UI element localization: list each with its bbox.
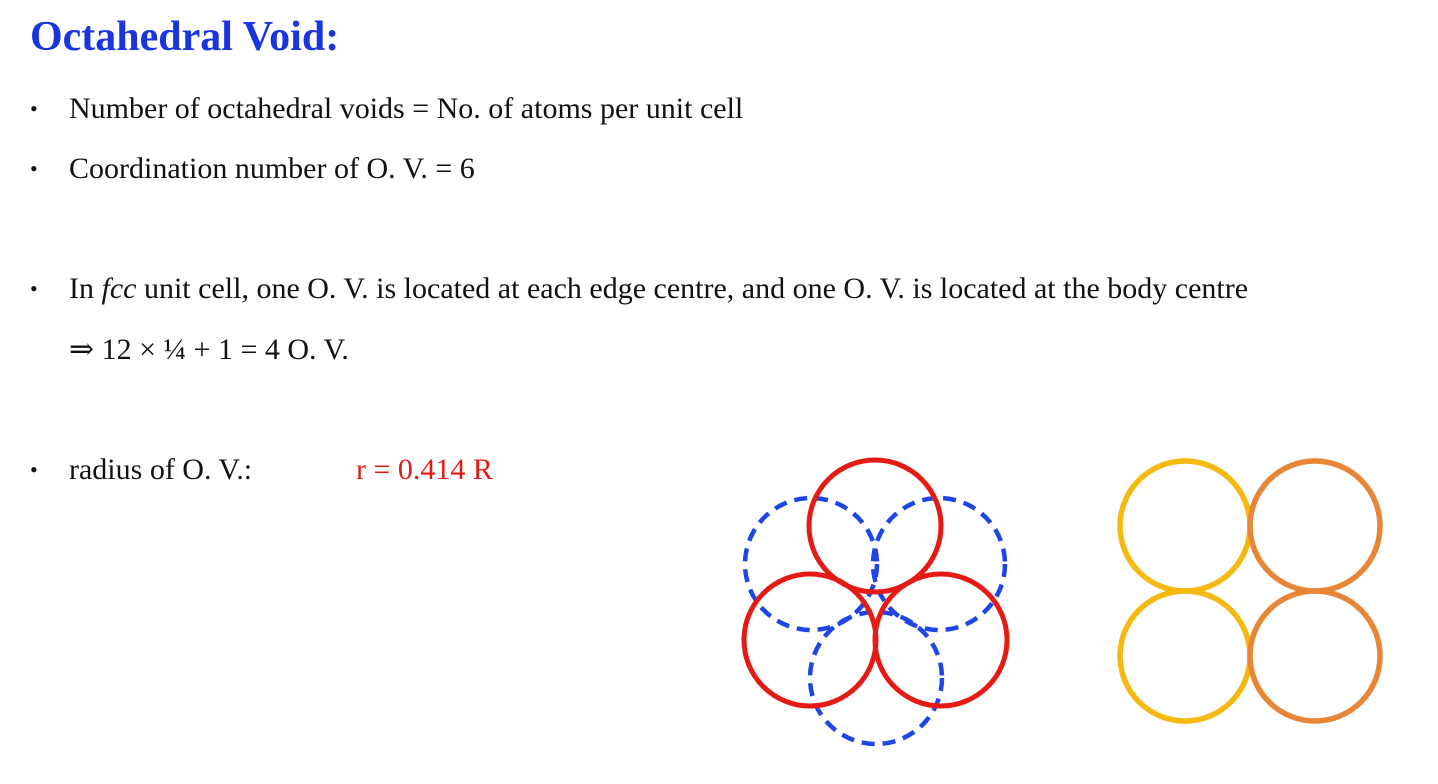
bullet-item-coordination [30,149,475,189]
orange-circle-bottom-right [1250,591,1380,721]
fcc-term: fcc [101,272,137,305]
bullet-item-fcc-location [30,269,1248,309]
bullet-dot: • [30,457,38,482]
orange-circle-top-right [1250,461,1380,591]
square-packing-diagram [1105,450,1395,740]
fcc-count-formula: ⇒ 12 × ¼ + 1 = 4 O. V. [69,333,349,366]
bullet-item-radius [30,450,252,490]
bullet-dot: • [30,96,38,121]
page-title: Octahedral Void: [30,14,340,60]
bullet-text-start: In [69,272,102,305]
yellow-circle-top-left [1120,461,1250,591]
bullet-item-voids-count [30,89,743,129]
bullet-dot: • [30,276,38,301]
bullet-text: Number of octahedral voids = No. of atoms per unit cell [69,92,744,125]
bullet-text: Coordination number of O. V. = 6 [69,152,475,185]
yellow-circle-bottom-left [1120,591,1250,721]
octahedral-void-diagram [730,450,1020,760]
radius-formula: r = 0.414 R [356,453,493,486]
bullet-dot: • [30,156,38,181]
bullet-text-end: unit cell, one O. V. is located at each edge centre, and one O. V. is located at the body centre [136,272,1249,305]
bullet-text: radius of O. V.: [69,453,253,486]
